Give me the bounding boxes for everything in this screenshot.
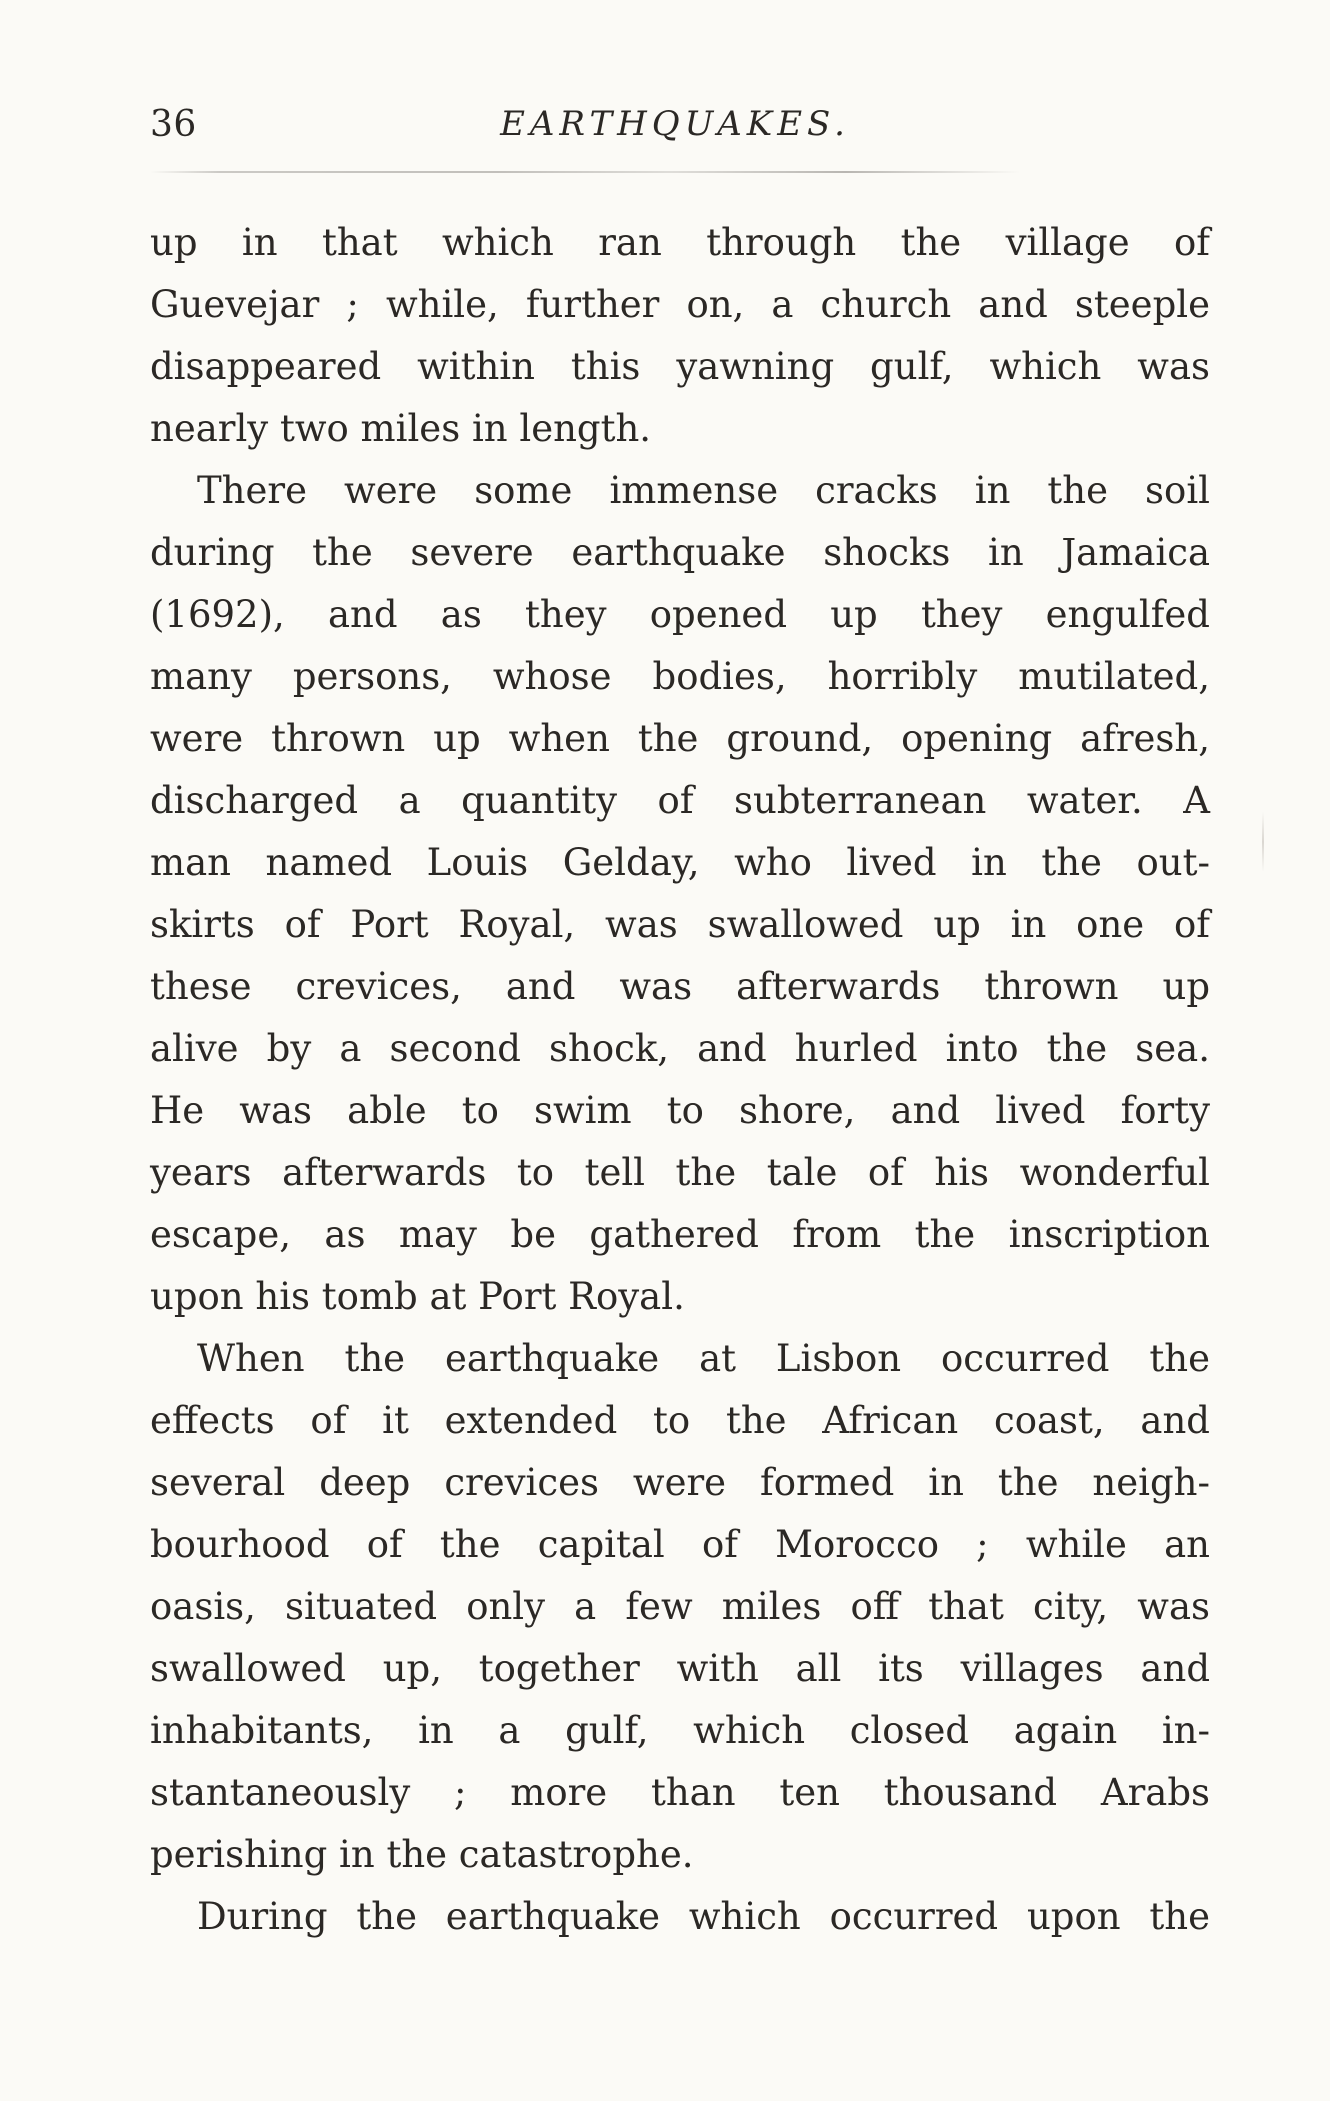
text-line: skirts of Port Royal, was swallowed up in one of	[150, 903, 1210, 946]
text-line: oasis, situated only a few miles off that city, was	[150, 1585, 1210, 1628]
text-line: There were some immense cracks in the soil	[197, 469, 1210, 512]
margin-mark	[1262, 812, 1264, 872]
text-line: When the earthquake at Lisbon occurred the	[197, 1337, 1210, 1380]
text-line: man named Louis Gelday, who lived in the out-	[150, 841, 1210, 884]
text-line: alive by a second shock, and hurled into the sea.	[150, 1027, 1210, 1070]
text-line: up in that which ran through the village of	[150, 221, 1210, 264]
text-line: swallowed up, together with all its villages and	[150, 1647, 1210, 1690]
text-line: escape, as may be gathered from the inscription	[150, 1213, 1210, 1256]
text-line: bourhood of the capital of Morocco ; while an	[150, 1523, 1210, 1566]
text-line: were thrown up when the ground, opening afresh,	[150, 717, 1210, 760]
text-line: these crevices, and was afterwards thrown up	[150, 965, 1210, 1008]
text-line: During the earthquake which occurred upon the	[197, 1895, 1210, 1938]
page-header	[150, 104, 1210, 164]
text-line: inhabitants, in a gulf, which closed again in-	[150, 1709, 1210, 1752]
text-line: disappeared within this yawning gulf, which was	[150, 345, 1210, 388]
text-line: during the severe earthquake shocks in Jamaica	[150, 531, 1210, 574]
body-text	[150, 212, 1210, 1948]
page-number: 36	[150, 104, 197, 145]
text-line: perishing in the catastrophe.	[150, 1833, 694, 1876]
text-line: discharged a quantity of subterranean water. A	[150, 779, 1210, 822]
text-line: (1692), and as they opened up they engulfed	[150, 593, 1210, 636]
text-line: Guevejar ; while, further on, a church and steeple	[150, 283, 1210, 326]
text-line: nearly two miles in length.	[150, 407, 652, 450]
text-line: years afterwards to tell the tale of his wonderful	[150, 1151, 1210, 1194]
text-line: stantaneously ; more than ten thousand Arabs	[150, 1771, 1210, 1814]
running-title: EARTHQUAKES.	[500, 104, 850, 144]
header-rule	[150, 171, 1020, 173]
text-line: several deep crevices were formed in the neigh-	[150, 1461, 1210, 1504]
text-line: many persons, whose bodies, horribly mutilated,	[150, 655, 1210, 698]
text-line: effects of it extended to the African coast, and	[150, 1399, 1210, 1442]
text-line: He was able to swim to shore, and lived forty	[150, 1089, 1210, 1132]
text-line: upon his tomb at Port Royal.	[150, 1275, 685, 1318]
